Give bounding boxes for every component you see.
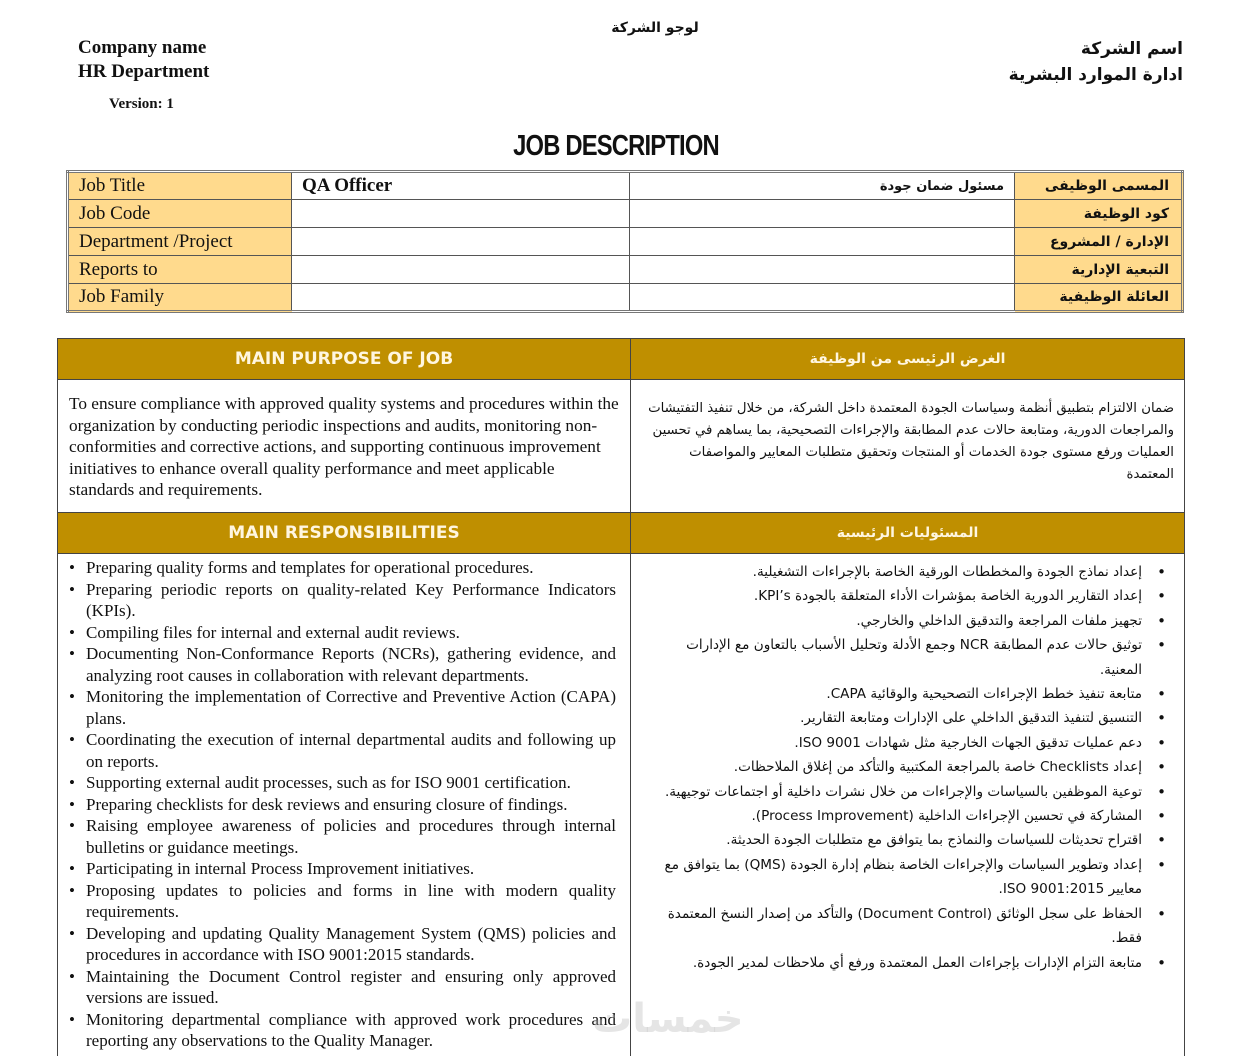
responsibilities-body-row [58, 554, 1185, 1056]
label-department-en: Department /Project [68, 228, 292, 256]
department-en: HR Department [78, 61, 210, 82]
list-item: • Preparing periodic reports on quality-related Key Performance Indicators (KPIs). [68, 579, 616, 622]
label-job-family-en: Job Family [68, 284, 292, 312]
company-name-en: Company name [78, 37, 207, 58]
list-item: • Monitoring the implementation of Corrective and Preventive Action (CAPA) plans. [68, 686, 616, 729]
job-info-table [66, 170, 1184, 313]
value-job-family-ar[interactable] [630, 284, 1015, 312]
list-item: • المشاركة في تحسين الإجراءات الداخلية (Process Improvement). [641, 804, 1168, 828]
list-item: • Coordinating the execution of internal departmental audits and following up on reports. [68, 729, 616, 772]
value-job-code-en[interactable] [292, 200, 630, 228]
list-item: • Proposing updates to policies and forms in line with modern quality requirements. [68, 880, 616, 923]
purpose-text-en: To ensure compliance with approved quality systems and procedures within the organization by conducting periodic inspections and audits, monitoring non-conformities and corrective actions, and supporting continuous improvement initiatives to enhance overall quality performance and meet applicable standards and requirements. [69, 394, 619, 499]
label-job-title-en: Job Title [68, 172, 292, 200]
list-item: • Compiling files for internal and external audit reviews. [68, 622, 616, 644]
list-item: • Participating in internal Process Improvement initiatives. [68, 858, 616, 880]
purpose-cell-en [58, 380, 631, 513]
label-job-code-en: Job Code [68, 200, 292, 228]
version-label: Version: 1 [109, 96, 174, 112]
list-item: • إعداد نماذج الجودة والمخططات الورقية الخاصة بالإجراءات التشغيلية. [641, 560, 1168, 584]
responsibilities-cell-ar [631, 554, 1185, 1056]
purpose-body-row [58, 380, 1185, 513]
list-item: • تجهيز ملفات المراجعة والتدقيق الداخلي والخارجي. [641, 609, 1168, 633]
label-department-ar: الإدارة / المشروع [1015, 228, 1183, 256]
table-row [68, 284, 1183, 312]
value-department-en[interactable] [292, 228, 630, 256]
value-job-family-en[interactable] [292, 284, 630, 312]
list-item: • متابعة التزام الإدارات بإجراءات العمل المعتمدة ورفع أي ملاحظات لمدير الجودة. [641, 951, 1168, 975]
purpose-cell-ar [631, 380, 1185, 513]
list-item: • توعية الموظفين بالسياسات والإجراءات من خلال نشرات داخلية أو اجتماعات توجيهية. [641, 780, 1168, 804]
label-job-title-ar: المسمى الوظيفى [1015, 172, 1183, 200]
job-details-table [57, 338, 1185, 1056]
table-row [68, 172, 1183, 200]
list-item: • إعداد التقارير الدورية الخاصة بمؤشرات الأداء المتعلقة بالجودة KPI’s. [641, 584, 1168, 608]
list-item: • اقتراح تحديثات للسياسات والنماذج بما يتوافق مع متطلبات الجودة الحديثة. [641, 828, 1168, 852]
company-logo-placeholder: لوجو الشركة [611, 20, 699, 36]
responsibilities-list-en [58, 554, 630, 1056]
label-reports-to-en: Reports to [68, 256, 292, 284]
list-item: • Supporting external audit processes, such as for ISO 9001 certification. [68, 772, 616, 794]
purpose-heading-ar: الغرض الرئيسى من الوظيفة [631, 339, 1185, 380]
table-row [68, 228, 1183, 256]
list-item: • التنسيق لتنفيذ التدقيق الداخلي على الإدارات ومتابعة التقارير. [641, 706, 1168, 730]
label-job-family-ar: العائلة الوظيفية [1015, 284, 1183, 312]
list-item: • Raising employee awareness of policies and procedures through internal bulletins or guidance meetings. [68, 815, 616, 858]
purpose-heading-en: MAIN PURPOSE OF JOB [58, 339, 631, 380]
watermark-logo: خمسات [592, 996, 744, 1042]
document-title: JOB DESCRIPTION [513, 130, 719, 162]
list-item: • Developing and updating Quality Management System (QMS) policies and procedures in accordance with ISO 9001:2015 standards. [68, 923, 616, 966]
list-item: • توثيق حالات عدم المطابقة NCR وجمع الأدلة وتحليل الأسباب بالتعاون مع الإدارات المعنية. [641, 633, 1168, 682]
value-job-code-ar[interactable] [630, 200, 1015, 228]
value-job-title-en[interactable]: QA Officer [292, 172, 630, 200]
value-reports-to-ar[interactable] [630, 256, 1015, 284]
list-item: • إعداد وتطوير السياسات والإجراءات الخاصة بنظام إدارة الجودة (QMS) بما يتوافق مع معايير ISO 9001:2015. [641, 853, 1168, 902]
table-row [68, 200, 1183, 228]
list-item: • إعداد Checklists خاصة بالمراجعة المكتبية والتأكد من إغلاق الملاحظات. [641, 755, 1168, 779]
responsibilities-list-ar [631, 554, 1184, 981]
purpose-header-row [58, 339, 1185, 380]
list-item: • دعم عمليات تدقيق الجهات الخارجية مثل شهادات ISO 9001. [641, 731, 1168, 755]
value-job-title-ar[interactable]: مسئول ضمان جودة [630, 172, 1015, 200]
list-item: • متابعة تنفيذ خطط الإجراءات التصحيحية والوقائية CAPA. [641, 682, 1168, 706]
purpose-text-ar: ضمان الالتزام بتطبيق أنظمة وسياسات الجودة المعتمدة داخل الشركة، من خلال تنفيذ التفتيشات والمراجعات الدورية، ومتابعة حالات عدم المطابقة والإجراءات التصحيحية، بما يساهم في تحسين العمليات ورفع مستوى جودة الخدمات أو المنتجات وتحقيق متطلبات المعايير والمواصفات المعتمدة [648, 401, 1174, 482]
responsibilities-heading-en: MAIN RESPONSIBILITIES [58, 513, 631, 554]
list-item: • الحفاظ على سجل الوثائق (Document Control) والتأكد من إصدار النسخ المعتمدة فقط. [641, 902, 1168, 951]
label-reports-to-ar: التبعية الإدارية [1015, 256, 1183, 284]
company-name-ar: اسم الشركة [1080, 39, 1183, 59]
list-item: • Preparing checklists for desk reviews and ensuring closure of findings. [68, 794, 616, 816]
header-english-block [78, 36, 209, 116]
responsibilities-heading-ar: المسئوليات الرئيسية [631, 513, 1185, 554]
header-arabic-block [1009, 36, 1183, 88]
list-item: • Maintaining the Document Control register and ensuring only approved versions are issued. [68, 966, 616, 1009]
list-item: • Documenting Non-Conformance Reports (NCRs), gathering evidence, and analyzing root causes in collaboration with relevant departments. [68, 643, 616, 686]
department-ar: ادارة الموارد البشرية [1008, 65, 1183, 85]
list-item: • Monitoring departmental compliance with approved work procedures and reporting any observations to the Quality Manager. [68, 1009, 616, 1052]
responsibilities-header-row [58, 513, 1185, 554]
value-department-ar[interactable] [630, 228, 1015, 256]
list-item: • Preparing quality forms and templates for operational procedures. [68, 557, 616, 579]
responsibilities-cell-en [58, 554, 631, 1056]
label-job-code-ar: كود الوظيفة [1015, 200, 1183, 228]
value-reports-to-en[interactable] [292, 256, 630, 284]
table-row [68, 256, 1183, 284]
